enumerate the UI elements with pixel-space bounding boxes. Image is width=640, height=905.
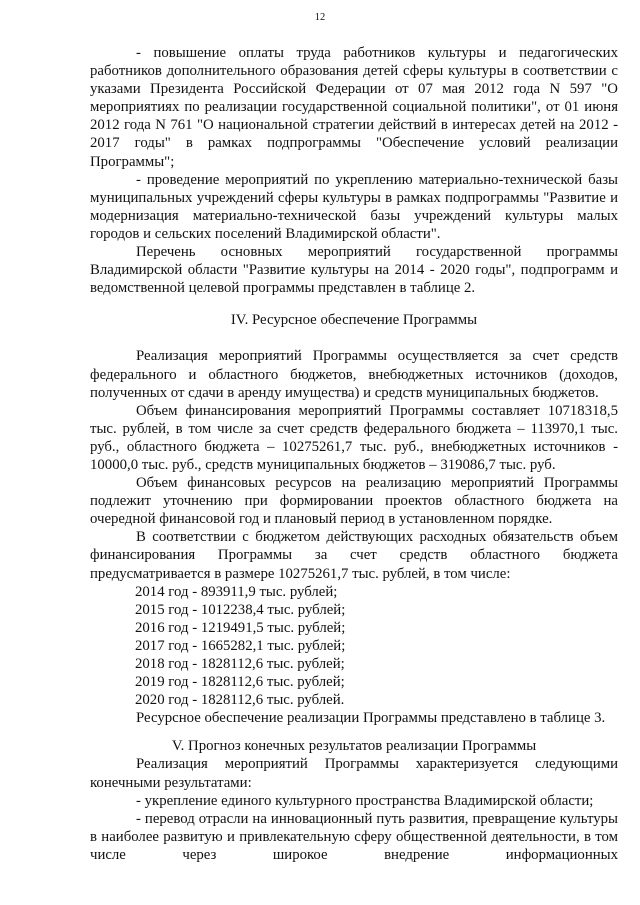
section-4-paragraph-total-funding: Объем финансирования мероприятий Программы составляет 10718318,5 тыс. рублей, в том числе за счет средств федерального бюджета – 113970,1 тыс. руб., областного бюджета – 10275261,7 тыс. руб., внебюджетных источников - 10000,0 тыс. руб., средств муниципальных бюджетов – 319086,7 тыс. руб. [90, 402, 618, 473]
intro-list-item-material-base: - проведение мероприятий по укреплению материально-технической базы муниципальных учреждений сферы культуры в рамках подпрограммы "Развитие и модернизация материально-технической базы учреждений культуры малых городов и сельских поселений Владимирской области". [90, 171, 618, 242]
funding-year-item: 2014 год - 893911,9 тыс. рублей; [135, 583, 338, 600]
section-4-heading: IV. Ресурсное обеспечение Программы [230, 312, 478, 329]
funding-year-item: 2015 год - 1012238,4 тыс. рублей; [135, 601, 346, 618]
section-4-paragraph-sources: Реализация мероприятий Программы осуществляется за счет средств федерального и областного бюджетов, внебюджетных источников (доходов, полученных от сдачи в аренду имущества) и средств муниципальных бюджетов. [90, 348, 618, 401]
spacer [90, 297, 618, 311]
section-5-list-item-innovation: - перевод отрасли на инновационный путь развития, превращение культуры в наиболее развитую и привлекательную сферу общественной деятельности, в том числе через широкое внедрение информационных [90, 810, 618, 863]
section-4-table-note: Ресурсное обеспечение реализации Программы представлено в таблице 3. [136, 710, 606, 727]
funding-year-item: 2020 год - 1828112,6 тыс. рублей. [135, 692, 345, 709]
intro-activities-list-note: Перечень основных мероприятий государственной программы Владимирской области "Развитие культуры на 2014 - 2020 годы", подпрограмм и ведомственной целевой программы представлен в таблице 2. [90, 244, 618, 297]
section-4-paragraph-regional-budget: В соответствии с бюджетом действующих расходных обязательств объем финансирования Программы за счет средств областного бюджета предусматривается в размере 10275261,7 тыс. рублей, в том числе: [90, 529, 618, 582]
section-4-paragraph-adjustment: Объем финансовых ресурсов на реализацию мероприятий Программы подлежит уточнению при формировании проектов областного бюджета на очередной финансовой год и плановый период в установленном порядке. [90, 475, 618, 528]
section-5-paragraph-results: Реализация мероприятий Программы характеризуется следующими конечными результатами: [90, 756, 618, 791]
section-5-heading: V. Прогноз конечных результатов реализации Программы [171, 738, 537, 755]
spacer [90, 727, 618, 737]
spacer [90, 329, 618, 347]
section-5-list-item-unity: - укрепление единого культурного пространства Владимирской области; [136, 792, 594, 809]
page-number: 12 [314, 12, 326, 23]
intro-list-item-salaries: - повышение оплаты труда работников культуры и педагогических работников дополнительного образования детей сферы культуры в соответствии с указами Президента Российской Федерации от 07 мая 2012 года N 597 "О мероприятиях по реализации государственной социальной политики", от 01 июня 2012 года N 761 "О национальной стратегии действий в интересах детей на 2012 - 2017 годы" в рамках подпрограммы "Обеспечение условий реализации Программы"; [90, 45, 618, 170]
funding-year-item: 2018 год - 1828112,6 тыс. рублей; [135, 656, 345, 672]
funding-year-item: 2017 год - 1665282,1 тыс. рублей; [135, 637, 346, 654]
funding-year-item: 2016 год - 1219491,5 тыс. рублей; [135, 619, 346, 636]
funding-year-item: 2019 год - 1828112,6 тыс. рублей; [135, 674, 345, 691]
document-body [90, 44, 618, 864]
